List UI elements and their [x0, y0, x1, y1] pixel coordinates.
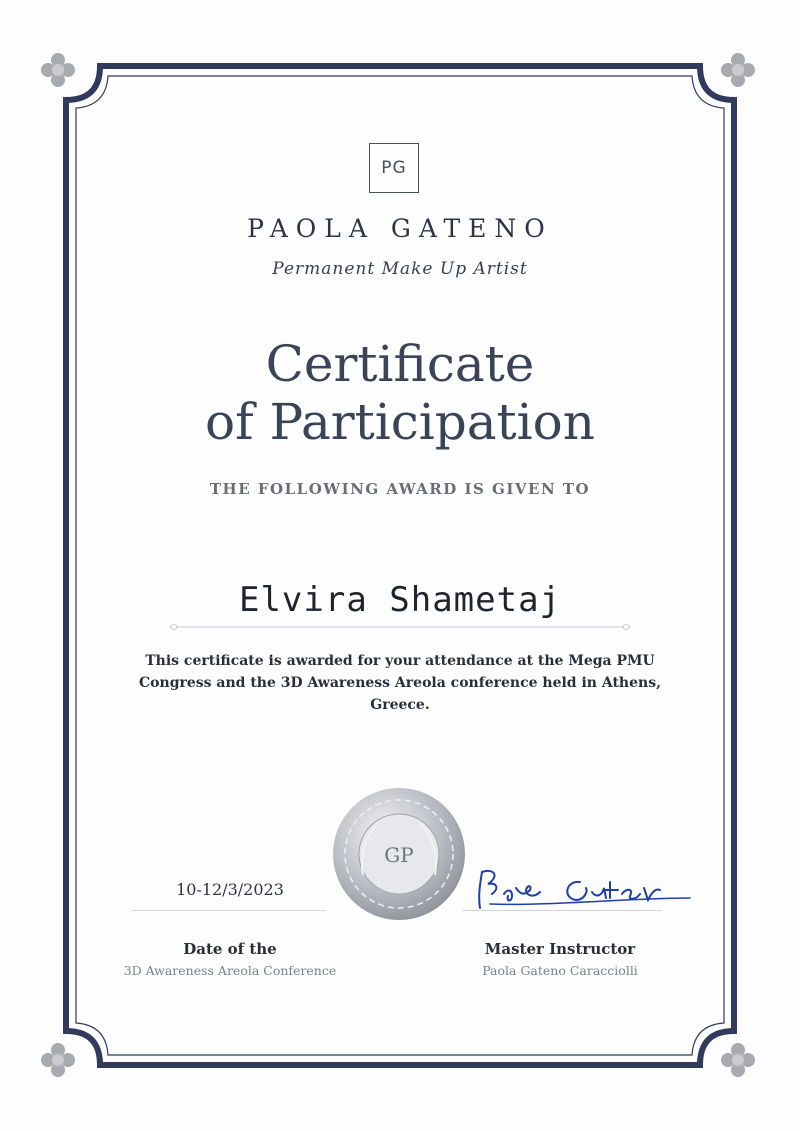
handwritten-signature	[470, 858, 700, 918]
fleur-de-lis-icon	[716, 48, 760, 92]
fleur-de-lis-icon	[36, 1038, 80, 1082]
seal-medallion	[330, 785, 468, 923]
certificate-title	[0, 335, 800, 451]
title-line-2: of Participation	[205, 393, 595, 451]
signature-line	[462, 910, 662, 911]
logo-monogram: PG	[369, 143, 419, 193]
fleur-de-lis-icon	[36, 48, 80, 92]
brand-name: PAOLA GATENO	[247, 214, 553, 243]
title-line-1: Certificate	[265, 335, 535, 393]
instructor-caption-sub: Paola Gateno Caracciolli	[482, 963, 638, 978]
brand-tagline: Permanent Make Up Artist	[272, 259, 528, 279]
seal-monogram: GP	[384, 843, 414, 867]
date-caption-title: Date of the	[183, 940, 277, 958]
recipient-name: Elvira Shametaj	[238, 580, 562, 620]
date-caption-sub: 3D Awareness Areola Conference	[123, 963, 337, 978]
certificate-body: This certificate is awarded for your attendance at the Mega PMU Congress and the 3D Awareness Areola conference held in Athens, Greece.	[139, 653, 661, 713]
fleur-de-lis-icon	[716, 1038, 760, 1082]
date-value: 10-12/3/2023	[176, 880, 284, 899]
instructor-caption-title: Master Instructor	[484, 940, 636, 958]
date-line	[132, 910, 326, 911]
award-subtitle: THE FOLLOWING AWARD IS GIVEN TO	[209, 480, 591, 498]
name-underline	[168, 621, 632, 633]
